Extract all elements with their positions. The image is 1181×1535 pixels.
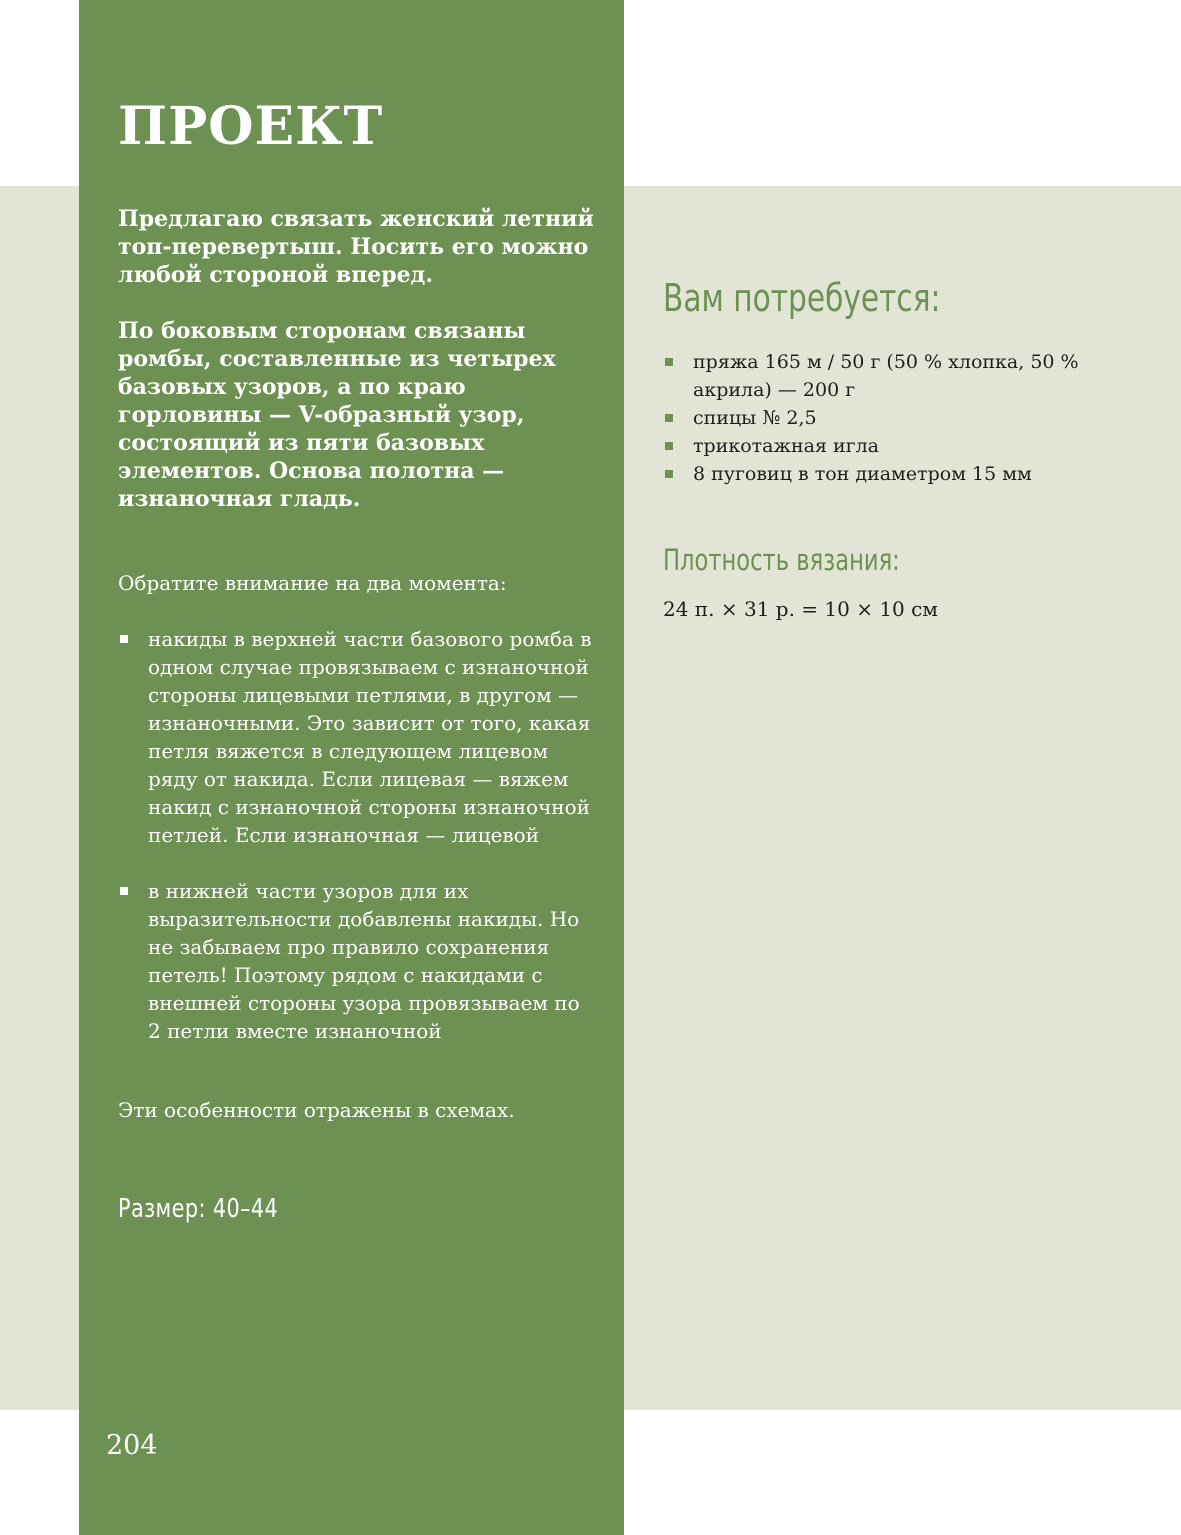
list-item (663, 348, 1143, 404)
size-label: Размер: 40–44 (118, 1194, 279, 1224)
notice-list (118, 625, 598, 1045)
left-green-panel (79, 0, 624, 1535)
list-item (118, 625, 598, 849)
density-value: 24 п. × 31 р. = 10 × 10 см (663, 597, 938, 621)
notice-section (118, 569, 598, 1073)
list-item-text: 8 пуговиц в тон диаметром 15 мм (693, 463, 1032, 485)
density-heading: Плотность вязания: (663, 543, 900, 577)
list-item-text: в нижней части узоров для их выразительности добавлены накиды. Но не забываем про правило сохранения петель! Поэтому рядом с накидами с внешней стороны узора провязываем по 2 петли вместе изнаночной (148, 879, 580, 1043)
page-number: 204 (106, 1430, 158, 1461)
square-bullet-icon (665, 442, 673, 450)
list-item (663, 460, 1143, 488)
square-bullet-icon (665, 470, 673, 478)
materials-list (663, 348, 1143, 488)
notice-lead: Обратите внимание на два момента: (118, 571, 507, 595)
square-bullet-icon (120, 887, 128, 895)
page-title: ПРОЕКТ (118, 96, 384, 157)
list-item-text: спицы № 2,5 (693, 407, 817, 429)
square-bullet-icon (665, 414, 673, 422)
notice-closing: Эти особенности отражены в схемах. (118, 1098, 515, 1122)
list-item-text: трикотажная игла (693, 435, 880, 457)
list-item (118, 877, 598, 1045)
square-bullet-icon (120, 635, 128, 643)
intro-paragraph: По боковым сторонам связаны ромбы, составленные из четырех базовых узоров, а по краю горловины — V-образный узор, состоящий из пяти базовых элементов. Основа полотна — изнаночная гладь. (118, 318, 556, 512)
intro-text (118, 205, 598, 541)
materials-heading: Вам потребуется: (663, 276, 941, 320)
list-item (663, 432, 1143, 460)
list-item-text: пряжа 165 м / 50 г (50 % хлопка, 50 % акрила) — 200 г (693, 351, 1079, 401)
list-item-text: накиды в верхней части базового ромба в одном случае провязываем с изнаночной стороны лицевыми петлями, в другом — изнаночными. Это зависит от того, какая петля вяжется в следующем лицевом ряду от накида. Если лицевая — вяжем накид с изнаночной стороны изнаночной петлей. Если изнаночная — лицевой (148, 627, 592, 847)
intro-paragraph: Предлагаю связать женский летний топ-перевертыш. Носить его можно любой стороной вперед. (118, 206, 594, 288)
list-item (663, 404, 1143, 432)
square-bullet-icon (665, 358, 673, 366)
